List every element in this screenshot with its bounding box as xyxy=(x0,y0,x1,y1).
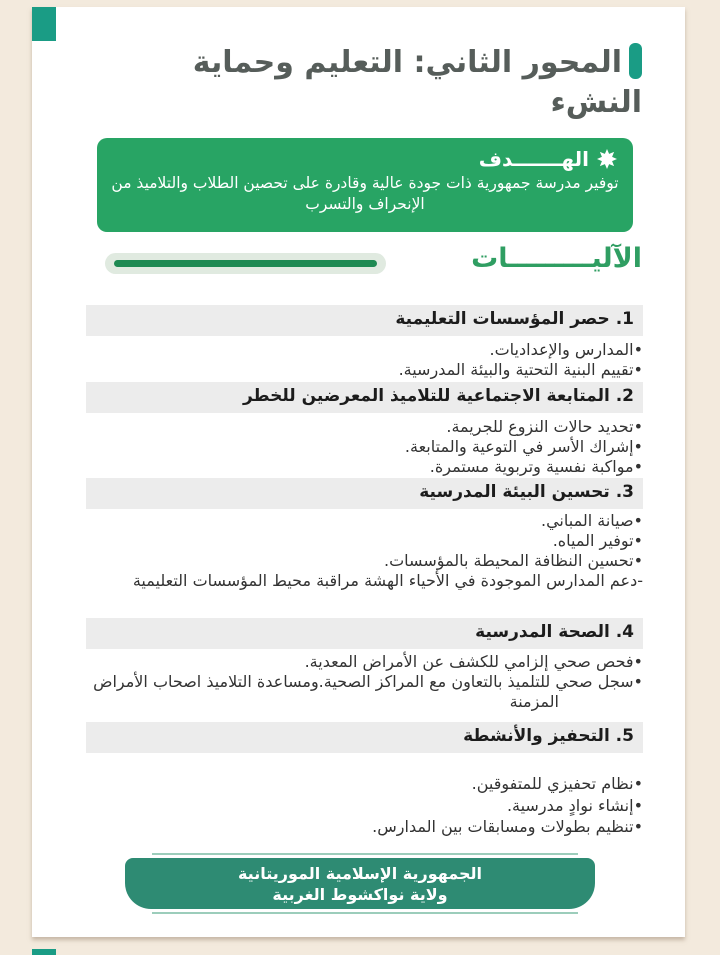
dash-item: -دعم المدارس الموجودة في الأحياء الهشة مراقبة محيط المؤسسات التعليمية xyxy=(132,571,643,590)
bullet-item: •صيانة المباني. xyxy=(541,511,643,530)
footer-box xyxy=(125,858,595,909)
bullet-item: •تحسين النظافة المحيطة بالمؤسسات. xyxy=(384,551,643,570)
bullet-item: •تقييم البنية التحتية والبيئة المدرسية. xyxy=(398,360,643,379)
section-header: 5. التحفيز والأنشطة xyxy=(86,722,643,753)
section-5 xyxy=(86,722,643,838)
page-title xyxy=(112,43,642,123)
section-header: 1. حصر المؤسسات التعليمية xyxy=(86,305,643,336)
section-items xyxy=(86,652,643,712)
goal-box xyxy=(97,138,633,232)
section-items xyxy=(86,511,643,591)
bullet-item: •فحص صحي إلزامي للكشف عن الأمراض المعدية. xyxy=(304,652,643,671)
bullet-item: •المدارس والإعداديات. xyxy=(489,340,643,359)
section-header: 4. الصحة المدرسية xyxy=(86,618,643,649)
bullet-item: •توفير المياه. xyxy=(552,531,643,550)
mechanisms-underline xyxy=(105,253,386,274)
bullet-item: •مواكبة نفسية وتربوية مستمرة. xyxy=(429,457,643,476)
top-corner-accent-square xyxy=(32,7,56,41)
page-title-line1: المحور الثاني: التعليم وحماية xyxy=(192,45,622,80)
star-icon xyxy=(597,149,617,169)
section-items xyxy=(86,417,643,477)
section-items xyxy=(86,340,643,380)
footer-divider-bottom xyxy=(152,912,578,914)
footer-divider-top xyxy=(152,853,578,855)
bullet-item: •نظام تحفيزي للمتفوقين. xyxy=(471,774,643,793)
goal-heading-row xyxy=(97,138,633,173)
section-header: 3. تحسين البيئة المدرسية xyxy=(86,478,643,509)
section-header: 2. المتابعة الاجتماعية للتلاميذ المعرضين للخطر xyxy=(86,382,643,413)
bullet-item: •تنظيم بطولات ومسابقات بين المدارس. xyxy=(372,817,643,836)
bullet-item: •إشراك الأسر في التوعية والمتابعة. xyxy=(404,437,643,456)
bullet-item: •إنشاء نوادٍ مدرسية. xyxy=(506,795,643,815)
footer-line2: ولاية نواكشوط الغربية xyxy=(272,885,448,904)
footer-line1: الجمهورية الإسلامية الموريتانية xyxy=(237,864,483,883)
section-4 xyxy=(86,618,643,712)
section-3 xyxy=(86,478,643,591)
bottom-corner-accent-square xyxy=(32,949,56,955)
page-title-line2: النشء xyxy=(550,85,642,120)
mechanisms-heading: الآليـــــــــات xyxy=(471,243,642,274)
bullet-item: •سجل صحي للتلميذ بالتعاون مع المراكز الصحية.ومساعدة التلاميذ اصحاب الأمراض المزمنة xyxy=(93,672,643,711)
section-1 xyxy=(86,305,643,380)
goal-text: توفير مدرسة جمهورية ذات جودة عالية وقادرة على تحصين الطلاب والتلاميذ من الإنحراف والتسرب xyxy=(111,174,619,213)
sections-list xyxy=(86,305,643,838)
section-items xyxy=(86,773,643,838)
section-2 xyxy=(86,382,643,477)
bullet-item: •تحديد حالات النزوع للجريمة. xyxy=(446,417,643,436)
goal-heading: الهـــــــدف xyxy=(478,147,589,171)
document-page xyxy=(32,7,685,937)
title-accent-bar xyxy=(629,43,642,79)
mechanisms-underline-bar xyxy=(114,260,377,267)
